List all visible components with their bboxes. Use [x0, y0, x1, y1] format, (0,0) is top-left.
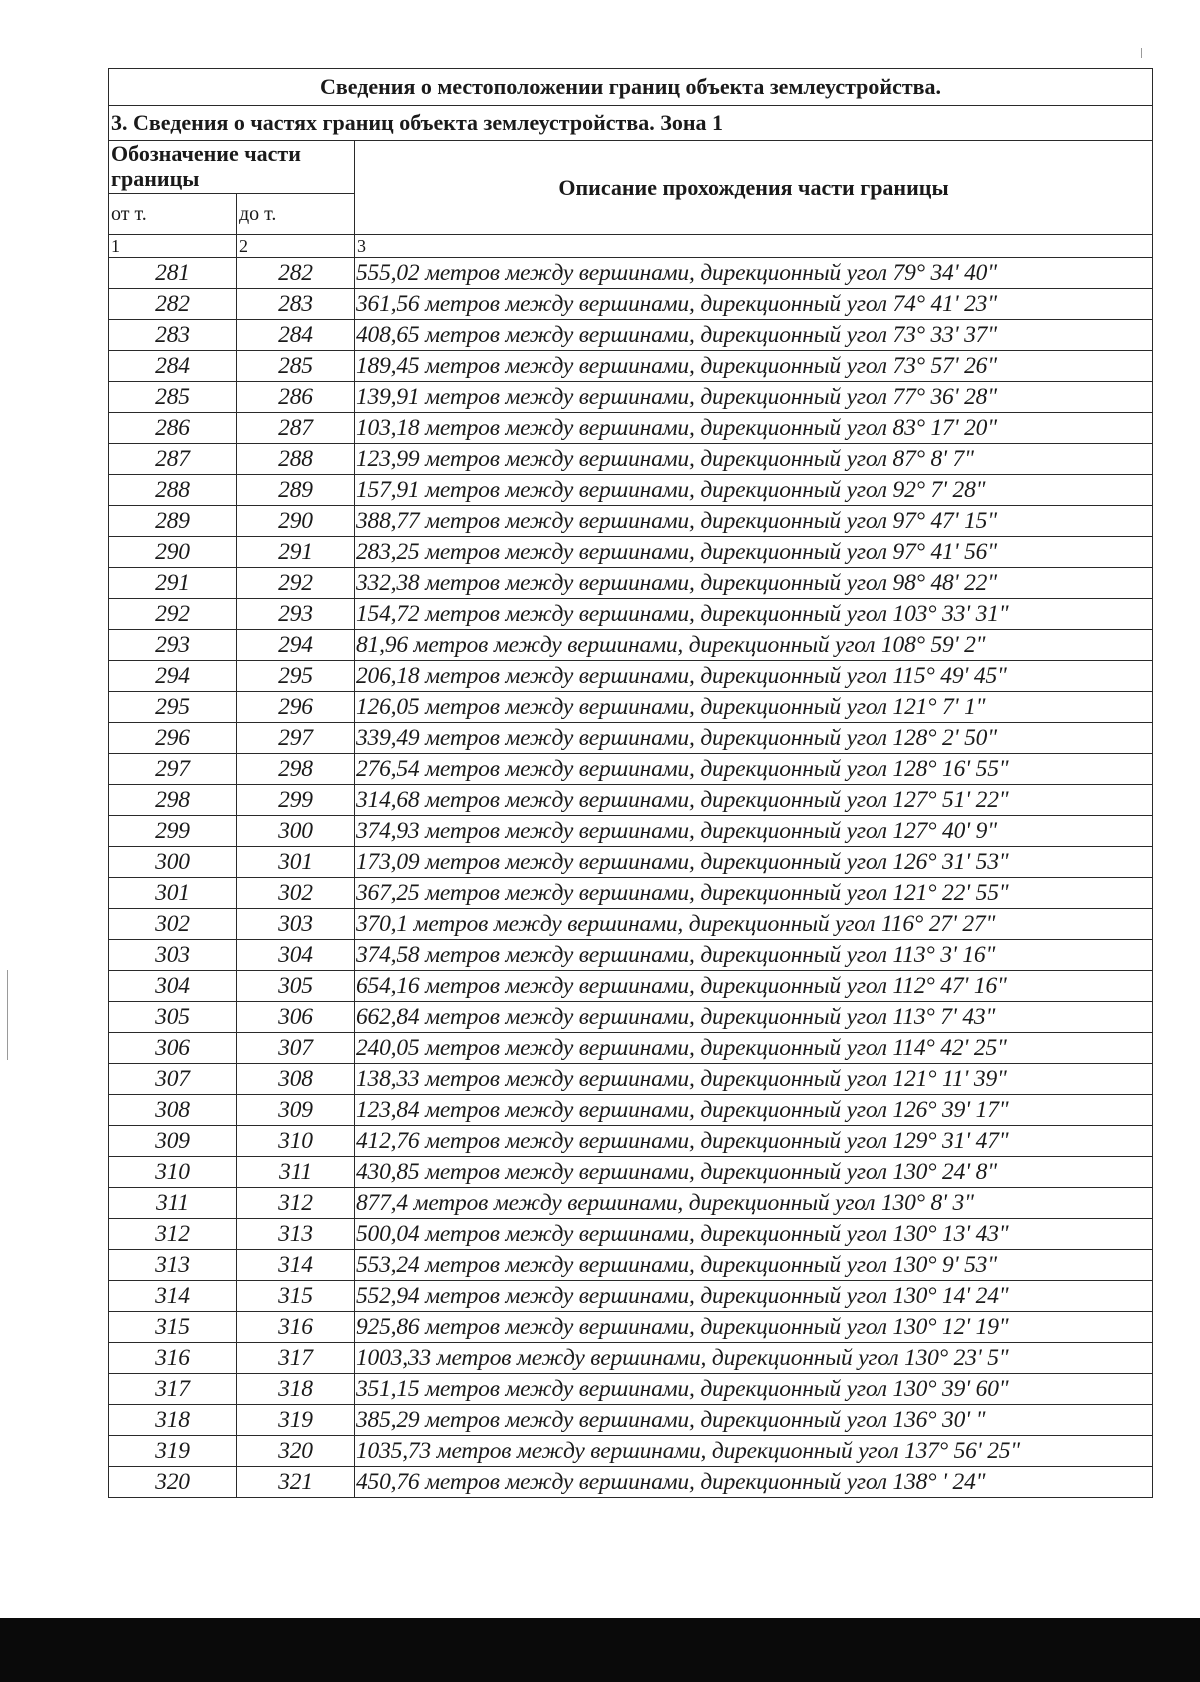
to-point: 294 [237, 630, 355, 661]
column-number: 1 [109, 235, 237, 258]
table-row [109, 568, 1153, 599]
boundary-description: 662,84 метров между вершинами, дирекционный угол 113° 7' 43" [355, 1002, 1153, 1033]
table-row [109, 785, 1153, 816]
section-row [109, 106, 1153, 141]
to-point: 317 [237, 1343, 355, 1374]
from-point: 311 [109, 1188, 237, 1219]
table-row [109, 1467, 1153, 1498]
to-point: 303 [237, 909, 355, 940]
from-point: 292 [109, 599, 237, 630]
boundary-description: 553,24 метров между вершинами, дирекционный угол 130° 9' 53" [355, 1250, 1153, 1281]
from-point: 301 [109, 878, 237, 909]
to-point: 315 [237, 1281, 355, 1312]
to-point: 316 [237, 1312, 355, 1343]
from-point: 315 [109, 1312, 237, 1343]
from-point: 299 [109, 816, 237, 847]
to-point: 289 [237, 475, 355, 506]
to-point: 286 [237, 382, 355, 413]
boundary-description: 276,54 метров между вершинами, дирекционный угол 128° 16' 55" [355, 754, 1153, 785]
boundary-description: 206,18 метров между вершинами, дирекционный угол 115° 49' 45" [355, 661, 1153, 692]
column-number: 3 [355, 235, 1153, 258]
table-row [109, 816, 1153, 847]
to-point: 319 [237, 1405, 355, 1436]
scan-corner-mark [1141, 48, 1142, 58]
boundary-description: 877,4 метров между вершинами, дирекционный угол 130° 8' 3" [355, 1188, 1153, 1219]
boundary-description: 314,68 метров между вершинами, дирекционный угол 127° 51' 22" [355, 785, 1153, 816]
from-point: 304 [109, 971, 237, 1002]
to-point: 290 [237, 506, 355, 537]
from-point: 319 [109, 1436, 237, 1467]
to-point: 313 [237, 1219, 355, 1250]
table-row [109, 723, 1153, 754]
from-point: 314 [109, 1281, 237, 1312]
from-point: 318 [109, 1405, 237, 1436]
from-point: 306 [109, 1033, 237, 1064]
to-point: 291 [237, 537, 355, 568]
boundary-description: 388,77 метров между вершинами, дирекционный угол 97° 47' 15" [355, 506, 1153, 537]
boundary-description: 154,72 метров между вершинами, дирекционный угол 103° 33' 31" [355, 599, 1153, 630]
boundary-description: 240,05 метров между вершинами, дирекционный угол 114° 42' 25" [355, 1033, 1153, 1064]
boundary-description: 283,25 метров между вершинами, дирекционный угол 97° 41' 56" [355, 537, 1153, 568]
boundary-description: 1003,33 метров между вершинами, дирекционный угол 130° 23' 5" [355, 1343, 1153, 1374]
to-point: 285 [237, 351, 355, 382]
table-row [109, 289, 1153, 320]
boundary-description: 126,05 метров между вершинами, дирекционный угол 121° 7' 1" [355, 692, 1153, 723]
to-point: 314 [237, 1250, 355, 1281]
boundary-description: 103,18 метров между вершинами, дирекционный угол 83° 17' 20" [355, 413, 1153, 444]
document-title: Сведения о местоположении границ объекта землеустройства. [109, 69, 1153, 106]
from-point: 290 [109, 537, 237, 568]
boundary-description: 552,94 метров между вершинами, дирекционный угол 130° 14' 24" [355, 1281, 1153, 1312]
table-row [109, 754, 1153, 785]
boundary-description: 351,15 метров между вершинами, дирекционный угол 130° 39' 60" [355, 1374, 1153, 1405]
from-point: 308 [109, 1095, 237, 1126]
to-point: 310 [237, 1126, 355, 1157]
boundary-description: 654,16 метров между вершинами, дирекционный угол 112° 47' 16" [355, 971, 1153, 1002]
table-row [109, 506, 1153, 537]
from-point-header: от т. [109, 194, 237, 235]
to-point: 288 [237, 444, 355, 475]
boundary-description: 370,1 метров между вершинами, дирекционный угол 116° 27' 27" [355, 909, 1153, 940]
to-point: 295 [237, 661, 355, 692]
table-row [109, 940, 1153, 971]
to-point: 292 [237, 568, 355, 599]
table-row [109, 1436, 1153, 1467]
to-point: 283 [237, 289, 355, 320]
to-point: 312 [237, 1188, 355, 1219]
boundary-description: 81,96 метров между вершинами, дирекционный угол 108° 59' 2" [355, 630, 1153, 661]
scan-bottom-edge [0, 1618, 1200, 1682]
boundary-description: 1035,73 метров между вершинами, дирекционный угол 137° 56' 25" [355, 1436, 1153, 1467]
boundary-description: 332,38 метров между вершинами, дирекционный угол 98° 48' 22" [355, 568, 1153, 599]
table-row [109, 1312, 1153, 1343]
to-point: 282 [237, 258, 355, 289]
to-point: 298 [237, 754, 355, 785]
part-designation-header: Обозначение части границы [109, 141, 355, 194]
boundary-description: 500,04 метров между вершинами, дирекционный угол 130° 13' 43" [355, 1219, 1153, 1250]
from-point: 320 [109, 1467, 237, 1498]
to-point: 308 [237, 1064, 355, 1095]
table-row [109, 1374, 1153, 1405]
boundary-description: 555,02 метров между вершинами, дирекционный угол 79° 34' 40" [355, 258, 1153, 289]
from-point: 282 [109, 289, 237, 320]
from-point: 289 [109, 506, 237, 537]
table-row [109, 1095, 1153, 1126]
boundary-description: 412,76 метров между вершинами, дирекционный угол 129° 31' 47" [355, 1126, 1153, 1157]
from-point: 313 [109, 1250, 237, 1281]
from-point: 303 [109, 940, 237, 971]
boundary-description: 339,49 метров между вершинами, дирекционный угол 128° 2' 50" [355, 723, 1153, 754]
table-row [109, 1281, 1153, 1312]
from-point: 300 [109, 847, 237, 878]
to-point: 304 [237, 940, 355, 971]
from-point: 312 [109, 1219, 237, 1250]
from-point: 316 [109, 1343, 237, 1374]
table-row [109, 1126, 1153, 1157]
title-row [109, 69, 1153, 106]
table-row [109, 537, 1153, 568]
boundary-description: 374,58 метров между вершинами, дирекционный угол 113° 3' 16" [355, 940, 1153, 971]
table-row [109, 1064, 1153, 1095]
table-row [109, 599, 1153, 630]
table-row [109, 1343, 1153, 1374]
table-row [109, 413, 1153, 444]
table-row [109, 382, 1153, 413]
boundary-description: 374,93 метров между вершинами, дирекционный угол 127° 40' 9" [355, 816, 1153, 847]
table-row [109, 351, 1153, 382]
boundary-description: 430,85 метров между вершинами, дирекционный угол 130° 24' 8" [355, 1157, 1153, 1188]
section-heading: 3. Сведения о частях границ объекта землеустройства. Зона 1 [109, 106, 1153, 141]
to-point: 301 [237, 847, 355, 878]
to-point: 296 [237, 692, 355, 723]
from-point: 288 [109, 475, 237, 506]
from-point: 291 [109, 568, 237, 599]
to-point: 302 [237, 878, 355, 909]
to-point: 321 [237, 1467, 355, 1498]
boundary-description: 123,99 метров между вершинами, дирекционный угол 87° 8' 7" [355, 444, 1153, 475]
boundary-table [108, 68, 1153, 1498]
table-row [109, 444, 1153, 475]
from-point: 286 [109, 413, 237, 444]
boundary-description: 408,65 метров между вершинами, дирекционный угол 73° 33' 37" [355, 320, 1153, 351]
table-row [109, 475, 1153, 506]
table-row [109, 1219, 1153, 1250]
from-point: 284 [109, 351, 237, 382]
from-point: 297 [109, 754, 237, 785]
table-row [109, 971, 1153, 1002]
from-point: 309 [109, 1126, 237, 1157]
boundary-description: 367,25 метров между вершинами, дирекционный угол 121° 22' 55" [355, 878, 1153, 909]
boundary-description: 925,86 метров между вершинами, дирекционный угол 130° 12' 19" [355, 1312, 1153, 1343]
from-point: 287 [109, 444, 237, 475]
table-row [109, 258, 1153, 289]
column-number: 2 [237, 235, 355, 258]
table-row [109, 692, 1153, 723]
table-row [109, 1188, 1153, 1219]
to-point: 293 [237, 599, 355, 630]
from-point: 298 [109, 785, 237, 816]
boundary-description: 173,09 метров между вершинами, дирекционный угол 126° 31' 53" [355, 847, 1153, 878]
to-point: 300 [237, 816, 355, 847]
from-point: 281 [109, 258, 237, 289]
table-row [109, 1250, 1153, 1281]
from-point: 310 [109, 1157, 237, 1188]
boundary-description: 138,33 метров между вершинами, дирекционный угол 121° 11' 39" [355, 1064, 1153, 1095]
table-row [109, 320, 1153, 351]
from-point: 305 [109, 1002, 237, 1033]
from-point: 302 [109, 909, 237, 940]
boundary-description: 385,29 метров между вершинами, дирекционный угол 136° 30' " [355, 1405, 1153, 1436]
from-point: 307 [109, 1064, 237, 1095]
from-point: 285 [109, 382, 237, 413]
table-row [109, 909, 1153, 940]
table-row [109, 661, 1153, 692]
table-row [109, 878, 1153, 909]
table-row [109, 847, 1153, 878]
to-point: 297 [237, 723, 355, 754]
boundary-description: 123,84 метров между вершинами, дирекционный угол 126° 39' 17" [355, 1095, 1153, 1126]
to-point: 311 [237, 1157, 355, 1188]
from-point: 317 [109, 1374, 237, 1405]
to-point: 299 [237, 785, 355, 816]
to-point: 307 [237, 1033, 355, 1064]
to-point: 284 [237, 320, 355, 351]
to-point: 306 [237, 1002, 355, 1033]
boundary-description: 189,45 метров между вершинами, дирекционный угол 73° 57' 26" [355, 351, 1153, 382]
boundary-description: 157,91 метров между вершинами, дирекционный угол 92° 7' 28" [355, 475, 1153, 506]
table-row [109, 630, 1153, 661]
from-point: 293 [109, 630, 237, 661]
from-point: 295 [109, 692, 237, 723]
column-number-row [109, 235, 1153, 258]
description-header: Описание прохождения части границы [355, 141, 1153, 235]
boundary-description: 361,56 метров между вершинами, дирекционный угол 74° 41' 23" [355, 289, 1153, 320]
scan-margin-mark [7, 970, 8, 1060]
to-point-header: до т. [237, 194, 355, 235]
to-point: 309 [237, 1095, 355, 1126]
table-row [109, 1405, 1153, 1436]
to-point: 318 [237, 1374, 355, 1405]
to-point: 305 [237, 971, 355, 1002]
table-row [109, 1157, 1153, 1188]
from-point: 294 [109, 661, 237, 692]
header-row [109, 141, 1153, 194]
table-row [109, 1033, 1153, 1064]
to-point: 287 [237, 413, 355, 444]
boundary-description: 139,91 метров между вершинами, дирекционный угол 77° 36' 28" [355, 382, 1153, 413]
to-point: 320 [237, 1436, 355, 1467]
from-point: 296 [109, 723, 237, 754]
table-row [109, 1002, 1153, 1033]
from-point: 283 [109, 320, 237, 351]
boundary-description: 450,76 метров между вершинами, дирекционный угол 138° ' 24" [355, 1467, 1153, 1498]
